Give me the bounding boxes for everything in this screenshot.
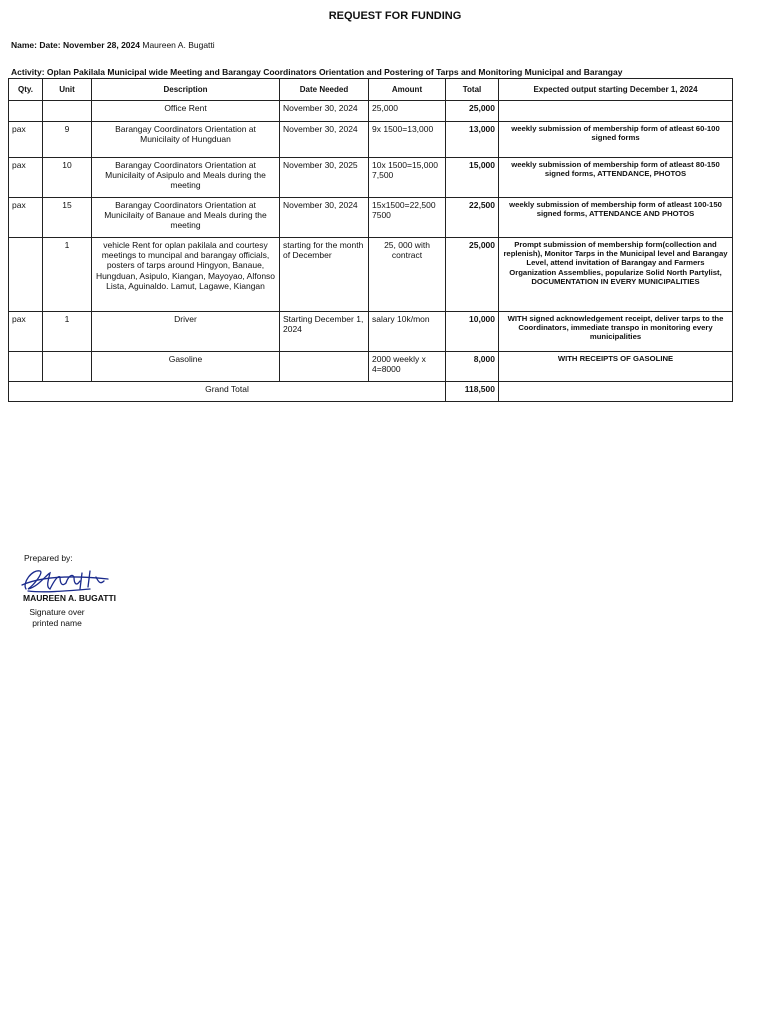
cell-expected-output bbox=[499, 101, 733, 122]
cell-expected-output: WITH RECEIPTS OF GASOLINE bbox=[499, 352, 733, 382]
name-value: Maureen A. Bugatti bbox=[142, 40, 215, 50]
cell-date-needed: starting for the month of December bbox=[280, 238, 369, 312]
cell-qty: pax bbox=[9, 122, 43, 158]
cell-qty bbox=[9, 238, 43, 312]
cell-date-needed: Starting December 1, 2024 bbox=[280, 312, 369, 352]
grand-total-expected-empty bbox=[499, 382, 733, 402]
header-amount: Amount bbox=[369, 79, 446, 101]
name-date-line bbox=[11, 40, 215, 50]
cell-description: vehicle Rent for oplan pakilala and courtesy meetings to muncipal and barangay officials, posters of tarps around Hingyon, Banaue, Hungduan, Asipulo, Kiangan, Mayoyao, Alfonso Lista, Aguinaldo. Lamut, Lagawe, Kiangan bbox=[92, 238, 280, 312]
table-row bbox=[9, 238, 733, 312]
cell-amount: 2000 weekly x 4=8000 bbox=[369, 352, 446, 382]
grand-total-label: Grand Total bbox=[9, 382, 446, 402]
cell-amount: 25,000 bbox=[369, 101, 446, 122]
cell-total: 13,000 bbox=[446, 122, 499, 158]
header-description: Description bbox=[92, 79, 280, 101]
cell-unit bbox=[43, 101, 92, 122]
cell-unit: 9 bbox=[43, 122, 92, 158]
printed-name: MAUREEN A. BUGATTI bbox=[23, 593, 117, 603]
cell-unit: 1 bbox=[43, 238, 92, 312]
header-unit: Unit bbox=[43, 79, 92, 101]
table-header-row bbox=[9, 79, 733, 101]
cell-qty: pax bbox=[9, 158, 43, 198]
handwritten-signature bbox=[20, 563, 112, 595]
prepared-by-label: Prepared by: bbox=[24, 553, 73, 563]
cell-date-needed: November 30, 2025 bbox=[280, 158, 369, 198]
cell-total: 22,500 bbox=[446, 198, 499, 238]
header-expected-output: Expected output starting December 1, 2024 bbox=[499, 79, 733, 101]
name-date-label: Name: Date: November 28, 2024 bbox=[11, 40, 140, 50]
cell-total: 10,000 bbox=[446, 312, 499, 352]
cell-qty bbox=[9, 101, 43, 122]
cell-date-needed bbox=[280, 352, 369, 382]
cell-unit: 15 bbox=[43, 198, 92, 238]
table-row bbox=[9, 312, 733, 352]
grand-total-row bbox=[9, 382, 733, 402]
cell-total: 15,000 bbox=[446, 158, 499, 198]
cell-amount: salary 10k/mon bbox=[369, 312, 446, 352]
cell-amount: 10x 1500=15,000 7,500 bbox=[369, 158, 446, 198]
cell-qty bbox=[9, 352, 43, 382]
cell-description: Office Rent bbox=[92, 101, 280, 122]
table-row bbox=[9, 198, 733, 238]
cell-unit: 10 bbox=[43, 158, 92, 198]
table-row bbox=[9, 158, 733, 198]
cell-expected-output: weekly submission of membership form of atleast 80-150 signed forms, ATTENDANCE, PHOTOS bbox=[499, 158, 733, 198]
activity-line: Activity: Oplan Pakilala Municipal wide Meeting and Barangay Coordinators Orientation and Postering of Tarps and Monitoring Municipal and Barangay bbox=[11, 67, 623, 77]
header-total: Total bbox=[446, 79, 499, 101]
cell-expected-output: weekly submission of membership form of atleast 60-100 signed forms bbox=[499, 122, 733, 158]
cell-unit bbox=[43, 352, 92, 382]
cell-qty: pax bbox=[9, 198, 43, 238]
table-row bbox=[9, 122, 733, 158]
cell-total: 25,000 bbox=[446, 238, 499, 312]
cell-expected-output: WITH signed acknowledgement receipt, deliver tarps to the Coordinators, immediate transpo in monitoring every municipalities bbox=[499, 312, 733, 352]
cell-date-needed: November 30, 2024 bbox=[280, 198, 369, 238]
cell-description: Barangay Coordinators Orientation at Municilaity of Banaue and Meals during the meeting bbox=[92, 198, 280, 238]
cell-date-needed: November 30, 2024 bbox=[280, 101, 369, 122]
cell-amount: 15x1500=22,500 7500 bbox=[369, 198, 446, 238]
cell-total: 8,000 bbox=[446, 352, 499, 382]
cell-qty: pax bbox=[9, 312, 43, 352]
cell-description: Barangay Coordinators Orientation at Municilaity of Hungduan bbox=[92, 122, 280, 158]
cell-amount: 9x 1500=13,000 bbox=[369, 122, 446, 158]
cell-amount: 25, 000 with contract bbox=[369, 238, 446, 312]
cell-expected-output: weekly submission of membership form of atleast 100-150 signed forms, ATTENDANCE AND PHOTOS bbox=[499, 198, 733, 238]
signature-ink-strokes bbox=[22, 571, 108, 592]
cell-description: Barangay Coordinators Orientation at Municilaity of Asipulo and Meals during the meeting bbox=[92, 158, 280, 198]
cell-expected-output: Prompt submission of membership form(collection and replenish), Monitor Tarps in the Municipal level and Barangay Level, attend invitation of Barangay and Farmers Organization Assemblies, popularize Solid North Partylist, DOCUMENTATION IN EVERY MUNICIPALITIES bbox=[499, 238, 733, 312]
header-date-needed: Date Needed bbox=[280, 79, 369, 101]
cell-total: 25,000 bbox=[446, 101, 499, 122]
table-row bbox=[9, 352, 733, 382]
cell-description: Gasoline bbox=[92, 352, 280, 382]
grand-total-value: 118,500 bbox=[446, 382, 499, 402]
document-title: REQUEST FOR FUNDING bbox=[328, 10, 462, 22]
cell-unit: 1 bbox=[43, 312, 92, 352]
cell-description: Driver bbox=[92, 312, 280, 352]
header-qty: Qty. bbox=[9, 79, 43, 101]
funding-table bbox=[8, 78, 733, 402]
signature-caption: Signature over printed name bbox=[29, 607, 85, 629]
table-row bbox=[9, 101, 733, 122]
cell-date-needed: November 30, 2024 bbox=[280, 122, 369, 158]
